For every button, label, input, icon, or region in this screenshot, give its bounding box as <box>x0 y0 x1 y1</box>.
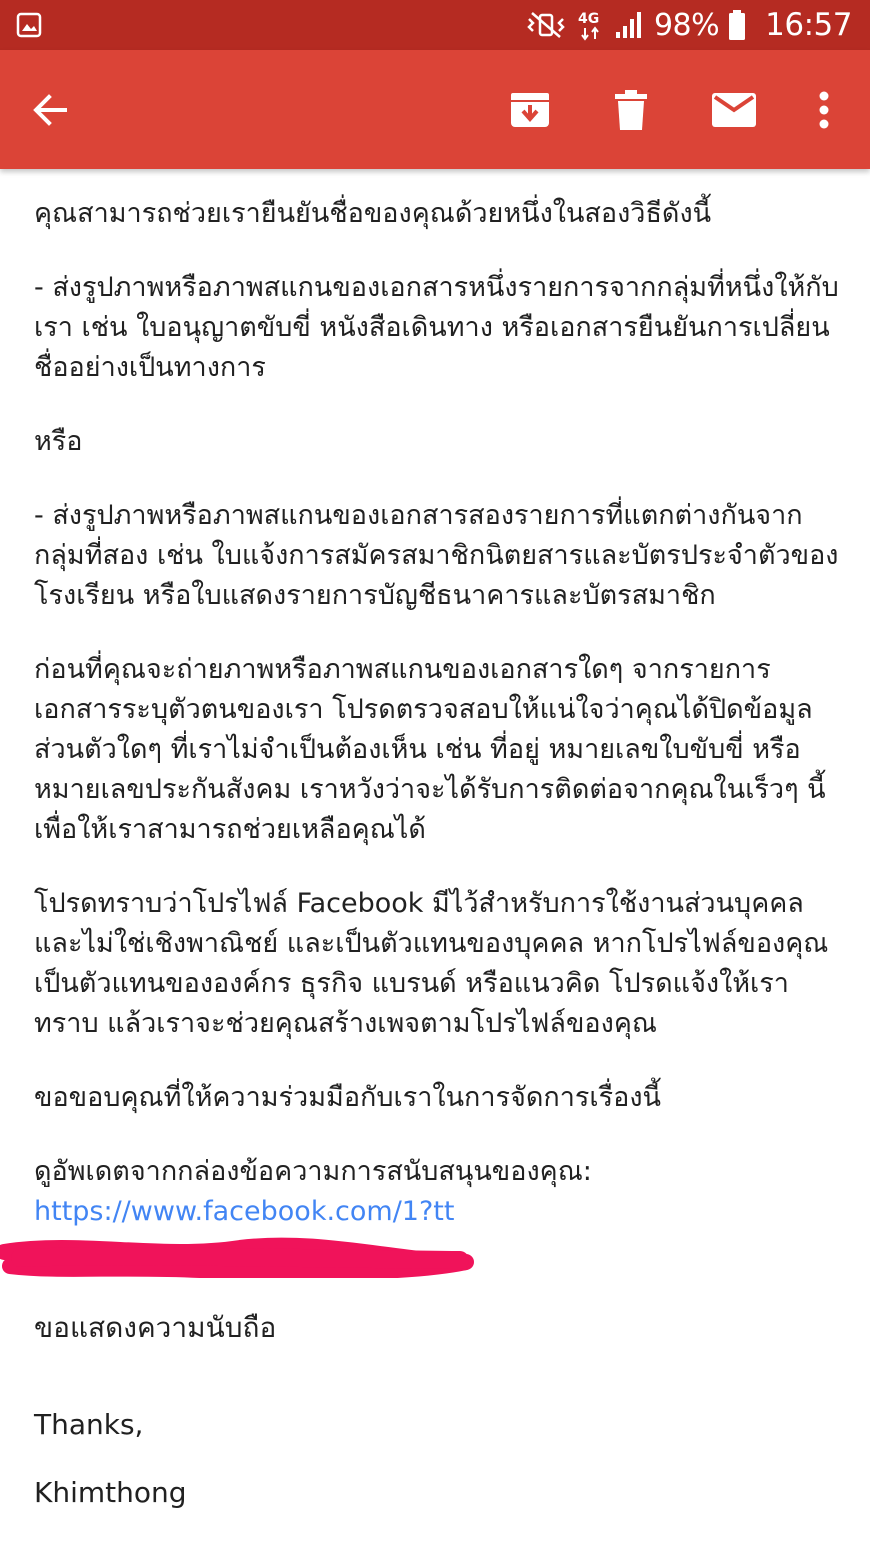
email-paragraph: คุณสามารถช่วยเรายืนยันชื่อของคุณด้วยหนึ่งในสองวิธีดังนี้ <box>34 198 712 229</box>
archive-icon <box>509 89 551 131</box>
sender-name: Khimthong <box>34 1476 187 1509</box>
email-paragraph: ก่อนที่คุณจะถ่ายภาพหรือภาพสแกนของเอกสารใดๆ จากรายการเอกสารระบุตัวตนของเรา โปรดตรวจสอบให้แน่ใจว่าคุณได้ปิดข้อมูลส่วนตัวใดๆ ที่เราไม่จำเป็นต้องเห็น เช่น ที่อยู่ หมายเลขใบขับขี่ หรือหมายเลขประกันสังคม เราหวังว่าจะได้รับการติดต่อจากคุณในเร็วๆ นี้เพื่อให้เราสามารถช่วยเหลือคุณได้ <box>34 654 826 845</box>
support-inbox-text: ดูอัพเดตจากกล่องข้อความการสนับสนุนของคุณ: <box>34 1156 592 1187</box>
archive-button[interactable] <box>506 86 554 134</box>
support-inbox-link[interactable]: https://www.facebook.com/1?tt <box>34 1196 455 1227</box>
battery-icon <box>729 10 745 40</box>
email-paragraph: ขอขอบคุณที่ให้ความร่วมมือกับเราในการจัดการเรื่องนี้ <box>34 1082 662 1113</box>
gallery-notification-icon <box>16 12 42 38</box>
delete-icon <box>613 89 649 131</box>
more-options-button[interactable] <box>800 86 848 134</box>
email-paragraph: โปรดทราบว่าโปรไฟล์ Facebook มีไว้สำหรับการใช้งานส่วนบุคคลและไม่ใช่เชิงพาณิชย์ และเป็นตัวแทนของบุคคล หากโปรไฟล์ของคุณเป็นตัวแทนขององค์กร ธุรกิจ แบรนด์ หรือแนวคิด โปรดแจ้งให้เราทราบ แล้วเราจะช่วยคุณสร้างเพจตามโปรไฟล์ของคุณ <box>34 888 829 1039</box>
mail-button[interactable] <box>710 86 758 134</box>
email-body <box>34 194 840 1232</box>
clock-time: 16:57 <box>765 7 852 43</box>
network-4g-icon <box>576 8 604 42</box>
signal-strength-icon <box>614 10 644 40</box>
delete-button[interactable] <box>607 86 655 134</box>
email-paragraph: - ส่งรูปภาพหรือภาพสแกนของเอกสารสองรายการที่แตกต่างกันจากกลุ่มที่สอง เช่น ใบแจ้งการสมัครสมาชิกนิตยสารและบัตรประจำตัวของโรงเรียน หรือใบแสดงรายการบัญชีธนาคารและบัตรสมาชิก <box>34 500 839 611</box>
closing-text: ขอแสดงความนับถือ <box>34 1311 277 1344</box>
email-paragraph: - ส่งรูปภาพหรือภาพสแกนของเอกสารหนึ่งรายการจากกลุ่มที่หนึ่งให้กับเรา เช่น ใบอนุญาตขับขี่ หนังสือเดินทาง หรือเอกสารยืนยันการเปลี่ยนชื่ออย่างเป็นทางการ <box>34 272 839 383</box>
mail-icon <box>711 92 757 128</box>
thanks-text: Thanks, <box>34 1408 144 1441</box>
svg-text:4G: 4G <box>577 11 600 27</box>
back-arrow-icon <box>32 92 68 128</box>
app-bar <box>0 50 870 169</box>
more-options-icon <box>818 91 830 129</box>
status-bar <box>0 0 870 50</box>
email-paragraph: หรือ <box>34 426 83 457</box>
redaction-scribble <box>0 1232 480 1278</box>
battery-percent: 98% <box>653 7 720 43</box>
mute-vibrate-icon <box>526 10 566 40</box>
back-button[interactable] <box>26 86 74 134</box>
